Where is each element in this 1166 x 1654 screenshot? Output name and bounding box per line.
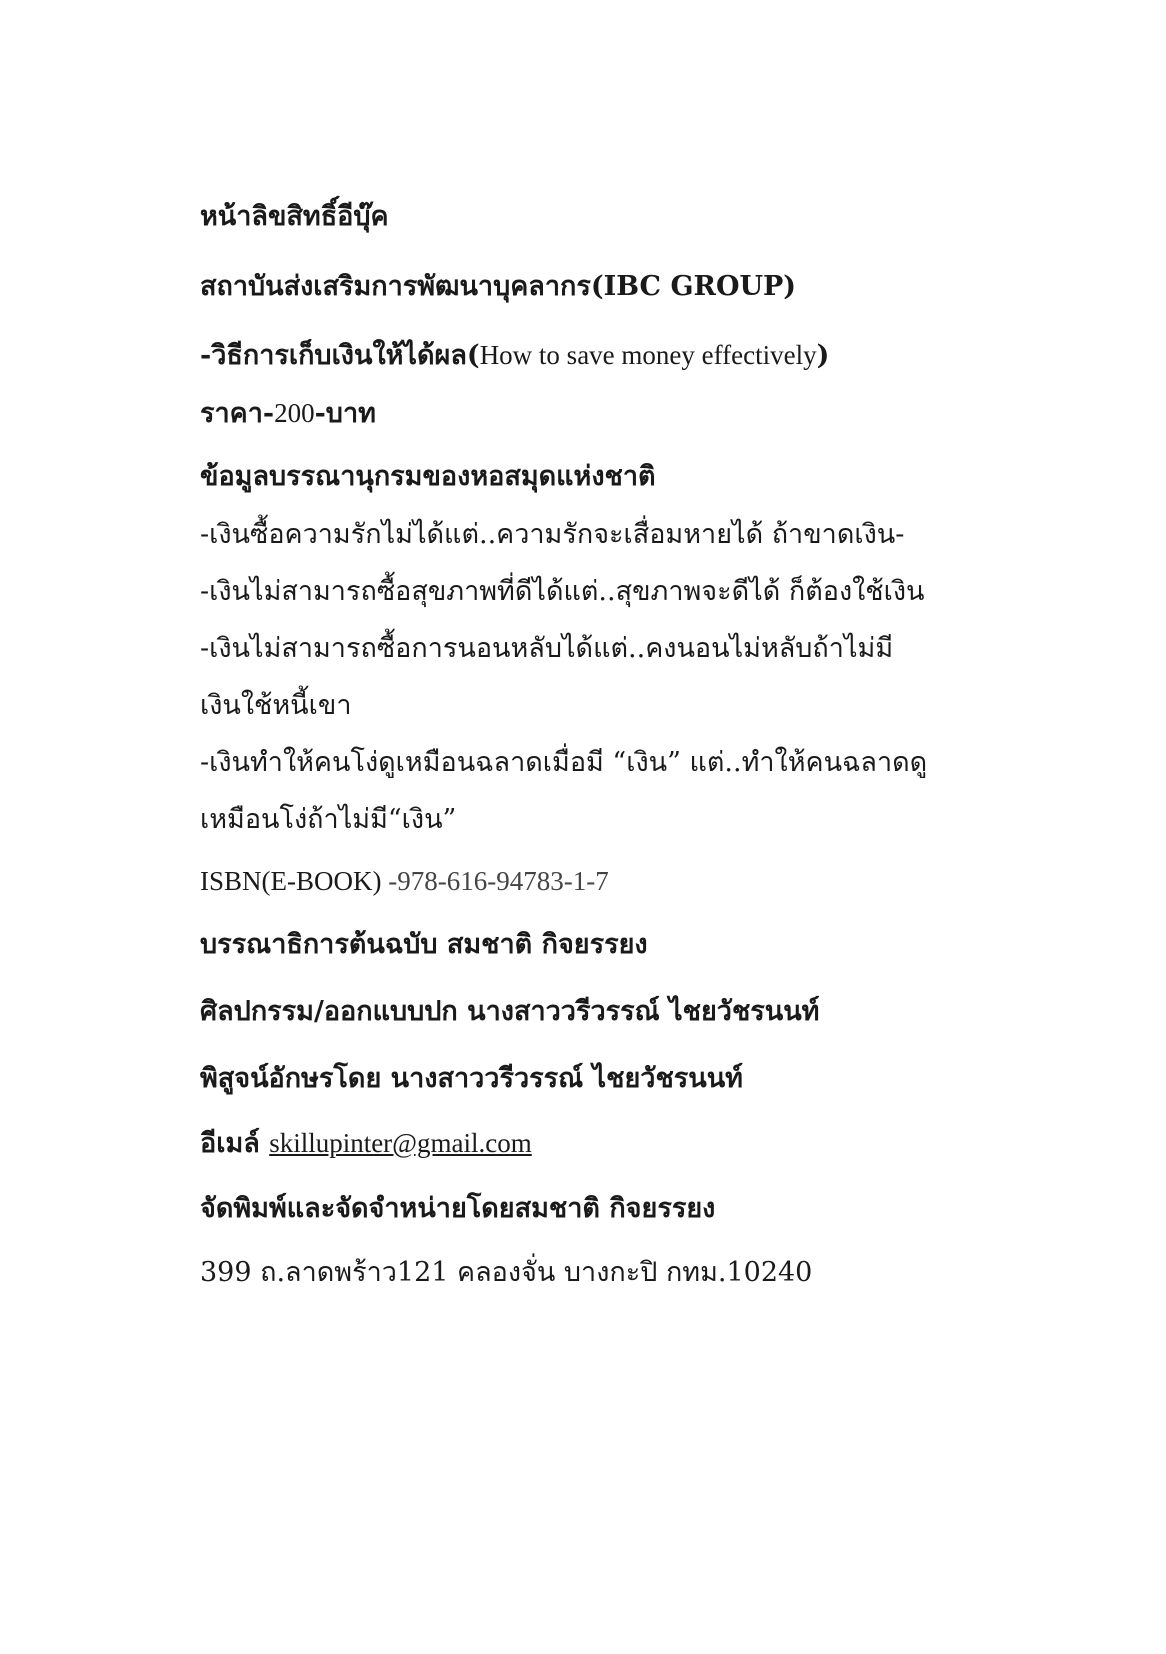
book-title bbox=[200, 338, 829, 373]
quote-line: เหมือนโง่ถ้าไม่มี“เงิน” bbox=[200, 804, 457, 835]
isbn-value: -978-616-94783-1-7 bbox=[381, 866, 609, 896]
publisher-address: 399 ถ.ลาดพร้าว121 คลองจั่น บางกะปิ กทม.10240 bbox=[200, 1257, 813, 1288]
editor-credit: บรรณาธิการต้นฉบับ สมชาติ กิจยรรยง bbox=[200, 929, 648, 960]
book-title-close: ) bbox=[816, 340, 830, 371]
isbn bbox=[200, 864, 609, 898]
quote-line: -เงินซื้อความรักไม่ได้แต่..ความรักจะเสื่อมหายได้ ถ้าขาดเงิน- bbox=[200, 519, 905, 550]
isbn-label: ISBN(E-BOOK) bbox=[200, 866, 382, 896]
price-amount: 200 bbox=[274, 398, 315, 428]
publisher-credit: จัดพิมพ์และจัดจำหน่ายโดยสมชาติ กิจยรรยง bbox=[200, 1193, 716, 1224]
book-title-english: How to save money effectively bbox=[479, 340, 817, 370]
cover-design-credit: ศิลปกรรม/ออกแบบปก นางสาววรีวรรณ์ ไชยวัชรนนท์ bbox=[200, 996, 820, 1027]
proofreader-credit: พิสูจน์อักษรโดย นางสาววรีวรรณ์ ไชยวัชรนนท์ bbox=[200, 1063, 743, 1094]
quote-line: -เงินไม่สามารถซื้อการนอนหลับได้แต่..คงนอนไม่หลับถ้าไม่มี bbox=[200, 633, 894, 664]
price bbox=[200, 396, 376, 431]
book-title-thai: -วิธีการเก็บเงินให้ได้ผล( bbox=[200, 340, 480, 371]
email-link[interactable]: skillupinter@gmail.com bbox=[269, 1128, 532, 1158]
email-label: อีเมล์ bbox=[200, 1128, 270, 1159]
page-heading: หน้าลิขสิทธิ์อีบุ๊ค bbox=[200, 201, 389, 232]
quote-line: เงินใช้หนี้เขา bbox=[200, 690, 352, 721]
institute-name: สถาบันส่งเสริมการพัฒนาบุคลากร(IBC GROUP) bbox=[200, 271, 797, 302]
price-prefix: ราคา- bbox=[200, 398, 275, 429]
price-suffix: -บาท bbox=[314, 398, 376, 429]
quote-line: -เงินทำให้คนโง่ดูเหมือนฉลาดเมื่อมี “เงิน” แต่..ทำให้คนฉลาดดู bbox=[200, 747, 928, 778]
email-line bbox=[200, 1126, 532, 1161]
quote-line: -เงินไม่สามารถซื้อสุขภาพที่ดีได้แต่..สุขภาพจะดีได้ ก็ต้องใช้เงิน bbox=[200, 576, 925, 607]
catalog-heading: ข้อมูลบรรณานุกรมของหอสมุดแห่งชาติ bbox=[200, 461, 656, 492]
